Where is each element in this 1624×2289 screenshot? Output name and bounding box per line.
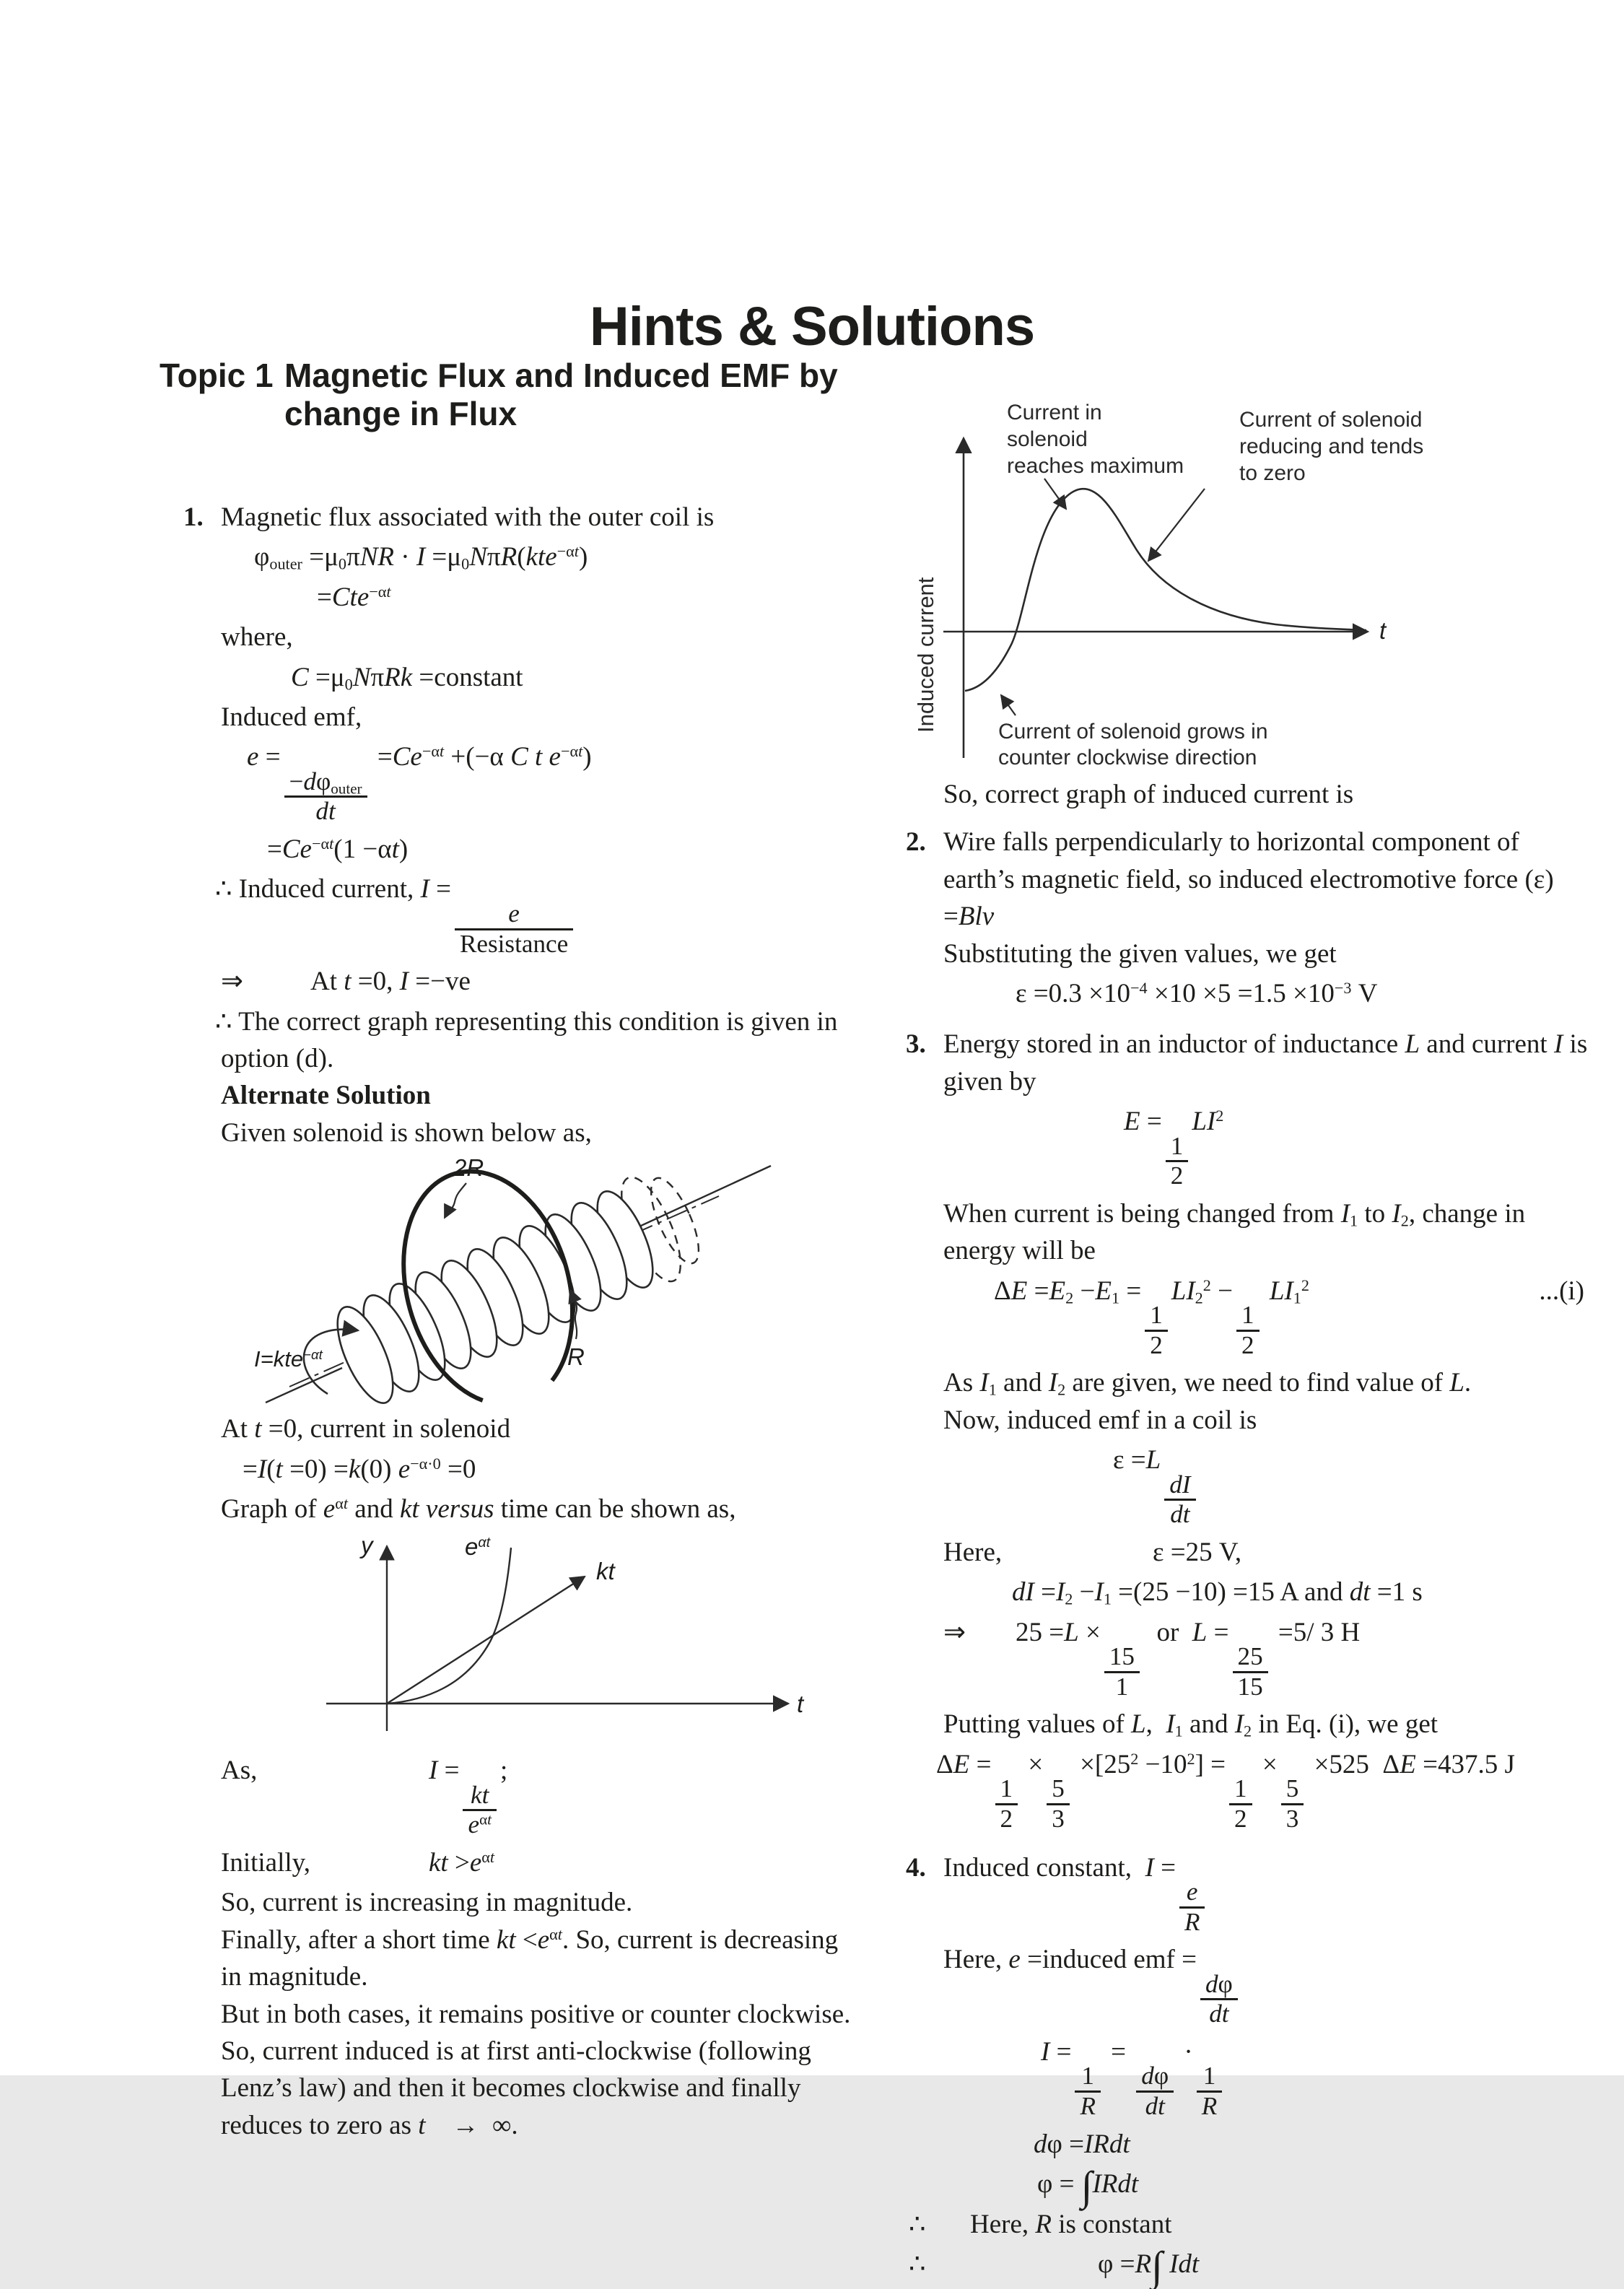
p2-substituting: Substituting the given values, we get (943, 938, 1337, 969)
label-current-equation: I=kte$^{-\alpha t}$ (254, 1346, 323, 1372)
p1-both-3: Lenz’s law) and then it becomes clockwise and finally (221, 2073, 801, 2103)
p3-line7: Putting values of L, $I_1$ and $I_2$ in Eq. (i), we get (943, 1709, 1439, 1740)
solenoid-figure (250, 1154, 798, 1408)
p3-eq-delta: $\Delta E =E_2 -E_1$ = $\frac{1}{2}$ $LI_2^2$ − $\frac{1}{2}$ $LI_1^2$ (994, 1276, 1309, 1359)
arrow-to-maximum (1044, 479, 1066, 509)
left-column (183, 497, 851, 2147)
solenoid-drawing (250, 1154, 798, 1408)
p4-eq3: φ = ∫IRdt (1037, 2163, 1139, 2210)
p1-conclusion-1: ∴ The correct graph representing this condition is given in (215, 1006, 838, 1037)
annotation-max-line3: reaches maximum (1007, 454, 1184, 478)
p1-initially-label: Initially, (221, 1848, 310, 1878)
p4-eq2: dφ =IRdt (1034, 2129, 1130, 2159)
p3-here-line (943, 1537, 1584, 1569)
annotation-grow-line1: Current of solenoid grows in (998, 720, 1268, 744)
annotation-max-line2: solenoid (1007, 427, 1088, 451)
p3-arrow-line (943, 1617, 1584, 1701)
problem-1 (183, 502, 851, 2142)
p1-eq-emf: e = $\frac{-d\varphi_{outer}}{dt}$ $=Ce^{-\alpha t} +(-\alpha$ C t $e^{-\alpha t}$) (247, 742, 592, 826)
p1-graph-of: Graph of $e^{\alpha t}$ and kt versus time can be shown as, (221, 1494, 736, 1524)
p3-eq-final: ΔE = $\frac{1}{2}$ × $\frac{5}{3}$ $\times[25^2 -10^2]$ = $\frac{1}{2}$ × $\frac{5}{3}$ ×525 ΔE =437.5 J (936, 1749, 1515, 1833)
p1-alternate-heading: Alternate Solution (221, 1081, 431, 1111)
p1-both-2: So, current induced is at first anti-clockwise (following (221, 2036, 811, 2067)
p1-both-4: reduces to zero as t → ∞. (221, 2110, 518, 2140)
topic-title-line1: Magnetic Flux and Induced EMF by (284, 357, 838, 394)
problem-3 (906, 1029, 1588, 1833)
p3-eq-di: dI $=I_2 -I_1 =(25 -10) =15$ A and dt =1 s (1012, 1577, 1423, 1608)
implies-symbol: ⇒ (943, 1617, 966, 1647)
p4-conclusion-1 (909, 2209, 1584, 2241)
annotation-max-line1: Current in (1007, 401, 1102, 424)
problem-4 (906, 1852, 1584, 2289)
p4-conclusion-2 (909, 2244, 1584, 2289)
p3-line4: energy will be (943, 1236, 1096, 1266)
problem-2 (906, 827, 1584, 1010)
induced-current-graph-drawing (906, 393, 1519, 769)
annotation-reduce-line1: Current of solenoid (1239, 408, 1423, 432)
annotation-reduce-line3: to zero (1239, 461, 1306, 485)
exp-kt-graph-drawing (315, 1530, 820, 1747)
p3-line2: given by (943, 1066, 1036, 1096)
t-axis-label: t (1379, 617, 1387, 644)
topic-title-line2: change in Flux (284, 395, 518, 433)
p4-eq1: I = $\frac{1}{R}$ = $\frac{d\varphi}{dt}$ · $\frac{1}{R}$ (943, 2036, 1584, 2121)
p2-line1: Wire falls perpendicularly to horizontal component of (943, 827, 1519, 858)
label-t-axis: t (797, 1691, 804, 1718)
problem-3-number: 3. (906, 1029, 926, 1060)
label-exp-curve: $e^{\alpha t}$ (465, 1533, 491, 1561)
p3-eq-energy: E = $\frac{1}{2}$ $LI^2$ (1124, 1106, 1224, 1190)
p3-arrow-eq: 25 =L × $\frac{15}{1}$ or L = $\frac{25}{15}$ =5/ 3 H (1016, 1617, 1361, 1701)
annotation-reduce-line2: reducing and tends (1239, 435, 1424, 458)
solenoid-lead-right (639, 1166, 771, 1226)
implies-symbol: ⇒ (221, 967, 244, 997)
right-column (906, 393, 1588, 2289)
p3-line3: When current is being changed from $I_1$ to $I_2$, change in (943, 1198, 1526, 1230)
label-2R: 2R (453, 1154, 484, 1182)
p4-line2: Here, e =induced emf = $\frac{d\varphi}{dt}$ (943, 1944, 1584, 2028)
p3-here-eq: ε =25 V, (1153, 1537, 1242, 1567)
leader-2R (445, 1183, 466, 1218)
p3-eq-delta-line (943, 1276, 1584, 1360)
problem-4-number: 4. (906, 1852, 926, 1883)
label-kt-line: kt (596, 1558, 615, 1585)
so-correct-graph-line: So, correct graph of induced current is (943, 780, 1354, 809)
p1-eq-c: $C =\mu_0N\pi Rk$ =constant (291, 662, 523, 694)
induced-current-graph (906, 393, 1519, 769)
p4-line1: Induced constant, I = $\frac{e}{R}$ (943, 1852, 1584, 1937)
p4-c2-eq: φ =R∫ Idt (1098, 2244, 1200, 2289)
p1-conclusion-2: option (d). (221, 1043, 334, 1073)
annotation-grow-line2: counter clockwise direction (998, 746, 1257, 769)
p1-eq-current: ∴ Induced current, I = $\frac{e}{\text{Resistance}}$ (215, 873, 840, 958)
p1-finally-1: Finally, after a short time kt $<e^{\alpha t}$. So, current is decreasing (221, 1924, 839, 1955)
p1-arrow-eq: At t =0, I =−ve (310, 967, 471, 997)
p1-increasing: So, current is increasing in magnitude. (221, 1888, 633, 1918)
page-title: Hints & Solutions (589, 295, 1035, 357)
p1-given: Given solenoid is shown below as, (221, 1117, 592, 1148)
p1-eq-flux: $\varphi_{outer} =\mu_0\pi NR \cdot I =\mu_0N\pi R(kte^{-\alpha t})$ (254, 542, 588, 573)
p2-line2: earth’s magnetic field, so induced electromotive force (ε) (943, 864, 1554, 894)
p1-at-t0: At t =0, current in solenoid (221, 1414, 511, 1444)
y-axis-label: Induced current (913, 577, 938, 733)
topic-title (284, 357, 838, 434)
p2-eq: $\varepsilon =0.3 \times 10^{-4} \times 10 \times 5 =1.5 \times 10^{-3}$ V (1016, 978, 1378, 1008)
therefore-symbol: ∴ (909, 2209, 926, 2239)
p1-finally-2: in magnitude. (221, 1962, 368, 1992)
p1-eq-i0: =I(t =0) =k(0) $e^{-\alpha\cdot 0} =0$ (243, 1454, 476, 1484)
p1-initially-line (221, 1847, 840, 1879)
p1-eq-cte: =Cte$^{-\alpha t}$ (317, 582, 391, 612)
arrow-to-grow (1001, 695, 1016, 715)
p1-both-1: But in both cases, it remains positive or counter clockwise. (221, 1999, 851, 2029)
p3-line6: Now, induced emf in a coil is (943, 1405, 1257, 1435)
solenoid-coil-turns (326, 1184, 664, 1411)
p1-emf-label: Induced emf, (221, 702, 362, 732)
p3-line1: Energy stored in an inductor of inductance L and current I is (943, 1029, 1588, 1060)
p1-intro: Magnetic flux associated with the outer coil is (221, 502, 715, 532)
p1-as-eq: I = $\frac{kt}{e^{\alpha t}}$ ; (429, 1756, 508, 1839)
p1-arrow-line (221, 966, 840, 998)
p4-c1-text: Here, R is constant (970, 2209, 1172, 2239)
p3-here-label: Here, (943, 1537, 1003, 1567)
problem-2-number: 2. (906, 827, 926, 858)
p1-initially-eq: kt $>e^{\alpha t}$ (429, 1847, 495, 1878)
therefore-symbol: ∴ (909, 2249, 926, 2279)
p2-blv: =Blv (943, 902, 995, 932)
solenoid-lead-left (266, 1368, 342, 1403)
problem-1-number: 1. (183, 502, 204, 532)
induced-current-curve (965, 489, 1366, 691)
p3-eq-emf: ε =L $\frac{dI}{dt}$ (943, 1444, 1584, 1529)
p1-as-label: As, (221, 1756, 258, 1786)
topic-label: Topic 1 (160, 357, 274, 394)
kt-line (387, 1577, 585, 1704)
p1-where: where, (221, 622, 293, 653)
p1-as-line (221, 1755, 840, 1839)
p1-eq-emf2: $=Ce^{-\alpha t}(1 -\alpha t)$ (267, 834, 409, 865)
label-y-axis: y (361, 1532, 373, 1559)
exp-kt-graph (315, 1530, 820, 1747)
exp-curve (387, 1548, 511, 1704)
p3-eq-tag: ...(i) (1539, 1276, 1584, 1306)
label-R: R (567, 1343, 585, 1371)
arrow-to-reducing (1148, 489, 1205, 561)
p3-line5: As $I_1$ and $I_2$ are given, we need to find value of L. (943, 1368, 1472, 1399)
topic-header (160, 357, 838, 434)
